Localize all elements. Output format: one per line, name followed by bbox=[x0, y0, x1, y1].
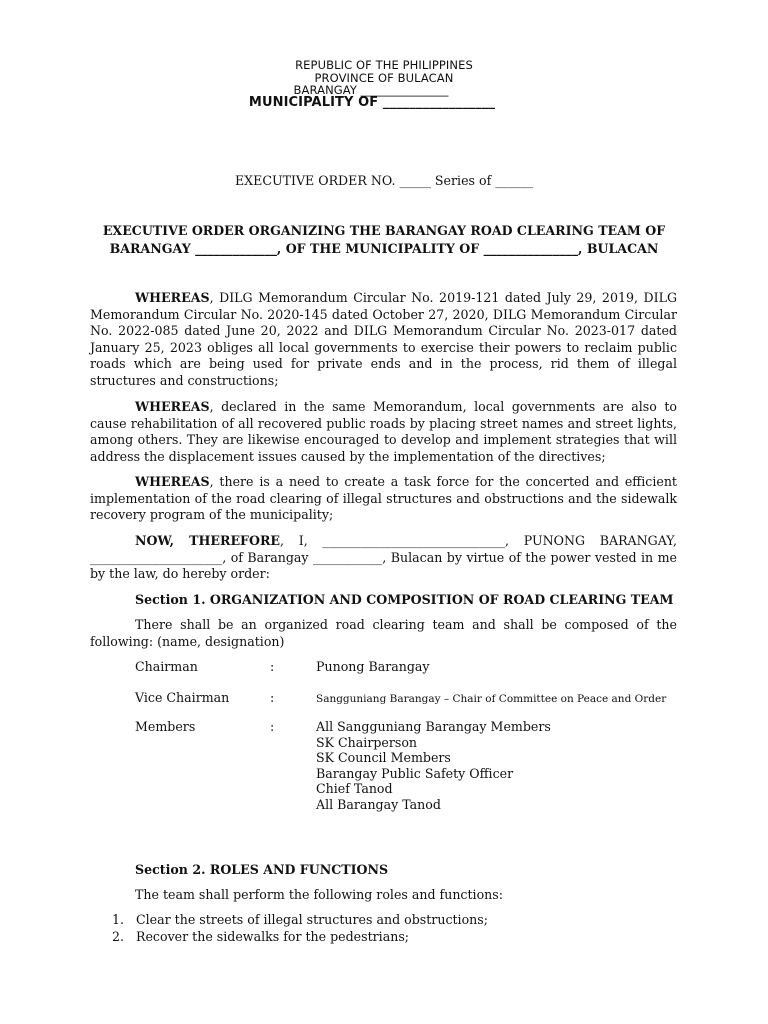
member-item: All Sangguniang Barangay Members bbox=[316, 719, 551, 734]
role-colon: : bbox=[270, 719, 275, 734]
member-item: Barangay Public Safety Officer bbox=[316, 765, 514, 781]
member-item: Chief Tanod bbox=[316, 781, 393, 796]
header-municipality: MUNICIPALITY OF _________________ bbox=[248, 95, 496, 110]
whereas-clause-3 bbox=[90, 474, 677, 524]
role-colon: : bbox=[270, 690, 275, 705]
role-value: Punong Barangay bbox=[316, 659, 430, 674]
role-colon: : bbox=[270, 659, 275, 674]
section1-heading: Section 1. ORGANIZATION AND COMPOSITION OF ROAD CLEARING TEAM bbox=[135, 592, 674, 607]
list-item bbox=[112, 929, 488, 946]
list-item bbox=[112, 912, 488, 929]
now-therefore-lead: NOW, THEREFORE bbox=[135, 533, 281, 548]
header-barangay: BARANGAY _______________ bbox=[293, 83, 449, 97]
member-item: All Barangay Tanod bbox=[316, 796, 441, 812]
member-item: SK Council Members bbox=[316, 750, 451, 765]
whereas-lead: WHEREAS bbox=[135, 399, 210, 414]
list-text: Clear the streets of illegal structures and obstructions; bbox=[136, 912, 488, 927]
list-number: 1. bbox=[112, 912, 125, 927]
whereas-clause-2 bbox=[90, 399, 677, 465]
list-text: Recover the sidewalks for the pedestrians; bbox=[136, 928, 410, 944]
order-title-line1: EXECUTIVE ORDER ORGANIZING THE BARANGAY ROAD CLEARING TEAM OF bbox=[102, 223, 666, 238]
now-therefore-text: , I, _____________________________, PUNONG BARANGAY, _____________________, of Barangay ___________, Bulacan by virtue of the power vested in me by the law, do hereby order: bbox=[90, 533, 678, 581]
section2-heading: Section 2. ROLES AND FUNCTIONS bbox=[135, 862, 389, 877]
order-title-line2: BARANGAY _____________, OF THE MUNICIPALITY OF _______________, BULACAN bbox=[109, 241, 659, 256]
list-number: 2. bbox=[112, 928, 125, 944]
whereas-clause-1 bbox=[90, 290, 677, 389]
role-label: Vice Chairman bbox=[135, 690, 230, 705]
header-republic: REPUBLIC OF THE PHILIPPINES bbox=[295, 58, 473, 72]
members-list bbox=[316, 719, 551, 812]
whereas-lead: WHEREAS bbox=[135, 290, 210, 305]
role-value: Sangguniang Barangay – Chair of Committee on Peace and Order bbox=[316, 693, 667, 705]
section1-intro bbox=[90, 617, 677, 650]
order-number: EXECUTIVE ORDER NO. _____ Series of ______ bbox=[234, 173, 534, 188]
member-item: SK Chairperson bbox=[316, 734, 418, 750]
header-province: PROVINCE OF BULACAN bbox=[314, 71, 454, 85]
whereas-lead: WHEREAS bbox=[135, 474, 210, 489]
roles-list bbox=[112, 912, 488, 945]
whereas-text: , DILG Memorandum Circular No. 2019-121 dated July 29, 2019, DILG Memorandum Circular No. 2020-145 dated October 27, 2020, DILG Memorandum Circular No. 2022-085 dated June 20, 2022 and DILG Memorandum Circular No. 2023-017 dated January 25, 2023 obliges all local governments to exercise their powers to reclaim public roads which are being used for private ends and in the process, rid them of illegal structures and constructions; bbox=[90, 290, 677, 388]
order-title bbox=[60, 222, 708, 258]
role-label: Members bbox=[135, 719, 196, 734]
role-label: Chairman bbox=[135, 659, 198, 674]
section2-intro: The team shall perform the following roles and functions: bbox=[135, 887, 503, 902]
now-therefore-clause bbox=[90, 533, 677, 583]
section1-intro-text: There shall be an organized road clearing team and shall be composed of the following: (name, designation) bbox=[90, 617, 677, 649]
whereas-text: , declared in the same Memorandum, local governments are also to cause rehabilitation of all recovered public roads by placing street names and street lights, among others. They are likewise encouraged to develop and implement strategies that will address the displacement issues caused by the implementation of the directives; bbox=[90, 399, 677, 464]
whereas-text: , there is a need to create a task force for the concerted and efficient implementation of the road clearing of illegal structures and obstructions and the sidewalk recovery program of the municipality; bbox=[90, 474, 677, 522]
